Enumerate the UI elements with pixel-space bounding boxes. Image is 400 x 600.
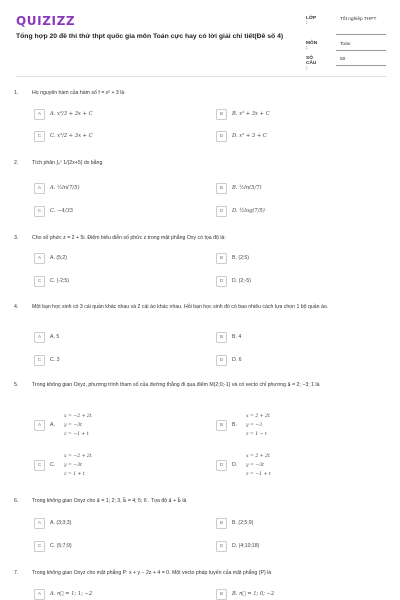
question-number: 1.	[14, 90, 19, 96]
option-text: B. x³ + 3x + C	[232, 111, 270, 117]
option-text: B. (2;5;9)	[232, 520, 254, 526]
option-text: B. ½ln(5/7)	[232, 185, 262, 191]
question-text: Họ nguyên hàm của hàm số f = x² + 3 là	[32, 90, 125, 96]
option-text: A. (3;3;3)	[50, 520, 72, 526]
count-underline	[336, 65, 386, 66]
option-text: B. 4	[232, 334, 242, 340]
question-text: Trong không gian Oxyz, phương trình tham số của đường thẳng đi qua điểm M(2;0;-1) và có vecto chỉ phương a⃗ = 2; −3; 1 là	[32, 382, 320, 388]
equation-x: x = −2 + 2t	[64, 414, 92, 419]
parametric-system	[64, 412, 92, 439]
option-letter: B	[216, 420, 227, 431]
option-text: A. (5;2)	[50, 255, 68, 261]
option-letter: B	[216, 253, 227, 264]
class-underline	[336, 34, 386, 35]
question-text: Trong không gian Oxyz cho a⃗ = 1; 2; 3, b⃗ = 4; 5; 6 . Tọa độ a⃗ + b⃗ là	[32, 498, 187, 504]
parametric-system	[246, 412, 270, 439]
option-letter: D	[216, 131, 227, 142]
option-letter: A	[34, 420, 45, 431]
option-letter: B	[216, 589, 227, 600]
option-letter: C	[34, 206, 45, 217]
option-letter: A	[34, 253, 45, 264]
option-text: C. −4/35	[50, 208, 74, 214]
option-letter: C	[34, 541, 45, 552]
question-number: 4.	[14, 304, 19, 310]
question-text: Tích phân ∫₀¹ 1/(2x+5) dx bằng	[32, 160, 103, 166]
option-letter: D	[216, 541, 227, 552]
equation-z: z = −1 + t	[64, 432, 89, 437]
document-title: Tổng hợp 20 đề thi thử thpt quốc gia môn Toán cực hay có lời giải chi tiết(Đề số 4)	[16, 33, 284, 40]
option-text: C. 3	[50, 357, 60, 363]
option-letter: D	[216, 206, 227, 217]
class-value: Tốt nghiệp THPT	[340, 17, 377, 22]
question-number: 6.	[14, 498, 19, 504]
option-letter: A	[34, 109, 45, 120]
equation-z: z = 1 − t	[246, 432, 267, 437]
subject-value: Toán	[340, 42, 351, 47]
question-text: Cho số phức z = 2 + 5i. Điểm biểu diễn số phức z trong mặt phẳng Oxy có tọa độ là:	[32, 235, 226, 241]
option-label: B.	[232, 422, 237, 428]
option-letter: C	[34, 460, 45, 471]
option-letter: D	[216, 355, 227, 366]
option-letter: B	[216, 183, 227, 194]
equation-y: y = −3	[246, 423, 263, 428]
option-letter: B	[216, 109, 227, 120]
option-text: B. (2;5)	[232, 255, 250, 261]
equation-z: z = 1 + t	[64, 472, 85, 477]
option-label: C.	[50, 462, 56, 468]
count-label: SỐ CÂU :	[306, 56, 317, 71]
option-text: A. ½ln(7/5)	[50, 185, 80, 191]
option-letter: D	[216, 276, 227, 287]
equation-y: y = −3t	[64, 463, 82, 468]
option-text: C. (5;7;9)	[50, 543, 72, 549]
question-text: Một bạn học sinh có 3 cái quần khác nhau và 2 cái áo khác nhau. Hỏi bạn học sinh đó có bao nhiêu cách lựa chọn 1 bộ quần áo.	[32, 304, 329, 310]
option-letter: C	[34, 276, 45, 287]
option-letter: C	[34, 131, 45, 142]
option-text: B. n⃗ = 1; 0; −2	[232, 591, 275, 597]
option-text: D. 6	[232, 357, 242, 363]
option-text: C. (-2;5)	[50, 278, 70, 284]
equation-z: z = −1 + t	[246, 472, 271, 477]
subject-underline	[336, 50, 386, 51]
worksheet-header	[0, 0, 400, 78]
question-number: 2.	[14, 160, 19, 166]
header-divider	[16, 76, 386, 77]
option-text: A. n⃗ = 1; 1; −2	[50, 591, 93, 597]
equation-x: x = −2 + 2t	[64, 454, 92, 459]
option-letter: C	[34, 355, 45, 366]
parametric-system	[246, 452, 271, 479]
equation-y: y = −3t	[64, 423, 82, 428]
option-text: D. x² + 3 + C	[232, 133, 267, 139]
count-value: 50	[340, 57, 346, 62]
question-number: 7.	[14, 570, 19, 576]
option-letter: B	[216, 332, 227, 343]
option-text: A. x³/3 + 3x + C	[50, 111, 93, 117]
equation-y: y = −3t	[246, 463, 264, 468]
question-number: 3.	[14, 235, 19, 241]
option-text: A. 5	[50, 334, 60, 340]
option-letter: A	[34, 518, 45, 529]
option-label: A.	[50, 422, 55, 428]
quizizz-logo: QUIZIZZ	[16, 14, 76, 28]
option-text: D. (4;10;18)	[232, 543, 260, 549]
option-text: D. ½log(7/5)	[232, 208, 265, 214]
option-text: C. x³/2 + 3x + C	[50, 133, 93, 139]
question-text: Trong không gian Oxyz cho mặt phẳng P: x + y − 2z + 4 = 0. Một vecto pháp tuyến của mặt phẳng (P) là	[32, 570, 272, 576]
option-letter: B	[216, 518, 227, 529]
class-label: LỚP :	[306, 16, 317, 26]
parametric-system	[64, 452, 92, 479]
option-label: D.	[232, 462, 238, 468]
option-letter: A	[34, 332, 45, 343]
option-letter: A	[34, 183, 45, 194]
option-text: D. (2;-5)	[232, 278, 252, 284]
subject-label: MÔN :	[306, 41, 318, 51]
option-letter: A	[34, 589, 45, 600]
question-number: 5.	[14, 382, 19, 388]
equation-x: x = 2 + 2t	[246, 414, 270, 419]
option-letter: D	[216, 460, 227, 471]
equation-x: x = 2 + 2t	[246, 454, 270, 459]
